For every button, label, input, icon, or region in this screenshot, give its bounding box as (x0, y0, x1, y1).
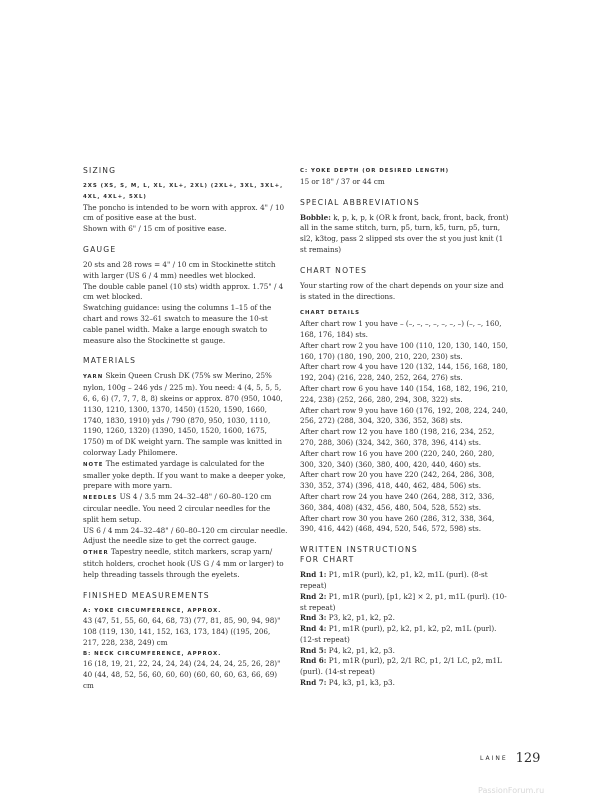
round-line: Rnd 6: P1, m1R (purl), p2, 2/1 RC, p1, 2/1 LC, p2, m1L (purl). (14-st repeat) (300, 656, 502, 677)
round-line: Rnd 4: P1, m1R (purl), p2, k2, p1, k2, p2, m1L (purl). (12-st repeat) (300, 624, 497, 644)
materials-heading: MATERIALS (83, 356, 137, 366)
finished-heading: FINISHED MEASUREMENTS (83, 590, 210, 600)
materials-other: OTHER Tapestry needle, stitch markers, scrap yarn/ stitch holders, crochet hook (US G / 4 mm or larger) to help threading tassels through the eyelets. (83, 547, 284, 579)
chart-detail-line: After chart row 2 you have 100 (110, 120, 130, 140, 150, 160, 170) (180, 190, 200, 210, 220, 230) sts. (300, 340, 508, 361)
written-heading: WRITTEN INSTRUCTIONS FOR CHART (300, 545, 418, 565)
special-heading: SPECIAL ABBREVIATIONS (300, 197, 420, 207)
sizing-text: The poncho is intended to be worn with approx. 4" / 10 cm of positive ease at the bust. Shown with 6" / 15 cm of positive ease. (83, 202, 285, 234)
finished-a-label: A: YOKE CIRCUMFERENCE, APPROX. (83, 607, 222, 614)
materials-needles: NEEDLES US 4 / 3.5 mm 24–32–48" / 60–80–120 cm circular needle. You need 2 circular needles for the split hem setup. US 6 / 4 mm 24–32–48" / 60–80–120 cm circular needle. Adjust the needle size to get the correct gauge. (83, 492, 288, 546)
chart-notes-text: Your starting row of the chart depends on your size and is stated in the directions. (300, 280, 504, 301)
left-column (83, 166, 288, 692)
yoke-depth-label: C: YOKE DEPTH (OR DESIRED LENGTH) (300, 168, 450, 174)
magazine-name: LAINE (480, 755, 508, 762)
right-column (300, 166, 510, 689)
round-line: Rnd 1: P1, m1R (purl), k2, p1, k2, m1L (purl). (8-st repeat) (300, 570, 488, 590)
finished-b-text: 16 (18, 19, 21, 22, 24, 24, 24) (24, 24, 24, 25, 26, 28)" 40 (44, 48, 52, 56, 60, 60, 60) (60, 60, 60, 63, 66, 69) cm (83, 659, 281, 691)
chart-detail-line: After chart row 12 you have 180 (198, 216, 234, 252, 270, 288, 306) (324, 342, 360, 378, 396, 414) sts. (300, 427, 495, 447)
gauge-text: 20 sts and 28 rows = 4" / 10 cm in Stockinette stitch with larger (US 6 / 4 mm) needles wet blocked. The double cable panel (10 sts) width approx. 1.75" / 4 cm wet blocked. Swatching guidance: using the columns 1–15 of the chart and rows 32–61 swatch to measure the 10-st cable panel width. Make a large enough swatch to measure also the Stockinette st gauge. (83, 259, 284, 345)
materials-yarn: YARN Skein Queen Crush DK (75% sw Merino, 25% nylon, 100g – 246 yds / 225 m). You need: 4 (4, 5, 5, 5, 6, 6, 6) (7, 7, 7, 8, 8) skeins or approx. 870 (950, 1040, 1130, 1210, 1300, 1370, 1450) (1520, 1590, 1660, 1740, 1830, 1910) yds / 790 (870, 950, 1030, 1110, 1190, 1260, 1320) (1390, 1450, 1520, 1600, 1675, 1750) m of DK weight yarn. The sample was knitted in colorway Lady Philomere. (83, 371, 283, 457)
chart-detail-line: After chart row 20 you have 220 (242, 264, 286, 308, 330, 352, 374) (396, 418, 440, 462, 484, 506) sts. (300, 470, 495, 491)
page-number: 129 (515, 751, 541, 766)
chart-detail-line: After chart row 4 you have 120 (132, 144, 156, 168, 180, 192, 204) (216, 228, 240, 252, 264, 276) sts. (300, 362, 508, 383)
gauge-heading: GAUGE (83, 244, 117, 254)
round-line: Rnd 3: P3, k2, p1, k2, p2. (300, 613, 395, 623)
finished-b-label: B: NECK CIRCUMFERENCE, APPROX. (83, 650, 222, 657)
bobble-text: Bobble: k, p, k, p, k (OR k front, back, front, back, front) all in the same stitch, turn, p5, turn, k5, turn, p5, turn, sl2, k3tog, pass 2 slipped sts over the st you just knit (1 st remains) (300, 212, 509, 254)
chart-detail-line: After chart row 1 you have – (–, –, –, –, –, –, –) (–, –, 160, 168, 176, 184) sts. (300, 319, 502, 339)
sizing-sizes: 2XS (XS, S, M, L, XL, XL+, 2XL) (2XL+, 3XL, 3XL+, 4XL, 4XL+, 5XL) (83, 183, 284, 200)
round-line: Rnd 2: P1, m1R (purl), [p1, k2] × 2, p1, m1L (purl). (10-st repeat) (300, 591, 507, 612)
round-line: Rnd 7: P4, k3, p1, k3, p3. (300, 678, 395, 688)
chart-detail-line: After chart row 24 you have 240 (264, 288, 312, 336, 360, 384, 408) (432, 456, 480, 504, 528, 552) sts. (300, 491, 495, 512)
materials-note: NOTE The estimated yardage is calculated for the smaller yoke depth. If you want to make a deeper yoke, prepare with more yarn. (83, 458, 286, 491)
sizing-heading: SIZING (83, 166, 117, 175)
watermark: PassionForum.ru (478, 786, 545, 795)
chart-details-label: CHART DETAILS (300, 310, 361, 317)
chart-detail-line: After chart row 16 you have 200 (220, 240, 260, 280, 300, 320, 340) (360, 380, 400, 420, 440, 460) sts. (300, 448, 495, 469)
chart-notes-heading: CHART NOTES (300, 265, 368, 275)
finished-a-text: 43 (47, 51, 55, 60, 64, 68, 73) (77, 81, 85, 90, 94, 98)" 108 (119, 130, 141, 152, 163, 173, 184) ((195, 206, 217, 228, 238, 249) cm (83, 616, 281, 647)
page-footer (480, 748, 540, 767)
yoke-depth-text: 15 or 18" / 37 or 44 cm (300, 176, 385, 186)
chart-detail-line: After chart row 6 you have 140 (154, 168, 182, 196, 210, 224, 238) (252, 266, 280, 294, 308, 322) sts. (300, 383, 508, 404)
chart-detail-line: After chart row 30 you have 260 (286, 312, 338, 364, 390, 416, 442) (468, 494, 520, 546, 572, 598) sts. (300, 513, 495, 534)
chart-detail-line: After chart row 9 you have 160 (176, 192, 208, 224, 240, 256, 272) (288, 304, 320, 336, 352, 368) sts. (300, 405, 508, 426)
round-line: Rnd 5: P4, k2, p1, k2, p3. (300, 645, 395, 655)
